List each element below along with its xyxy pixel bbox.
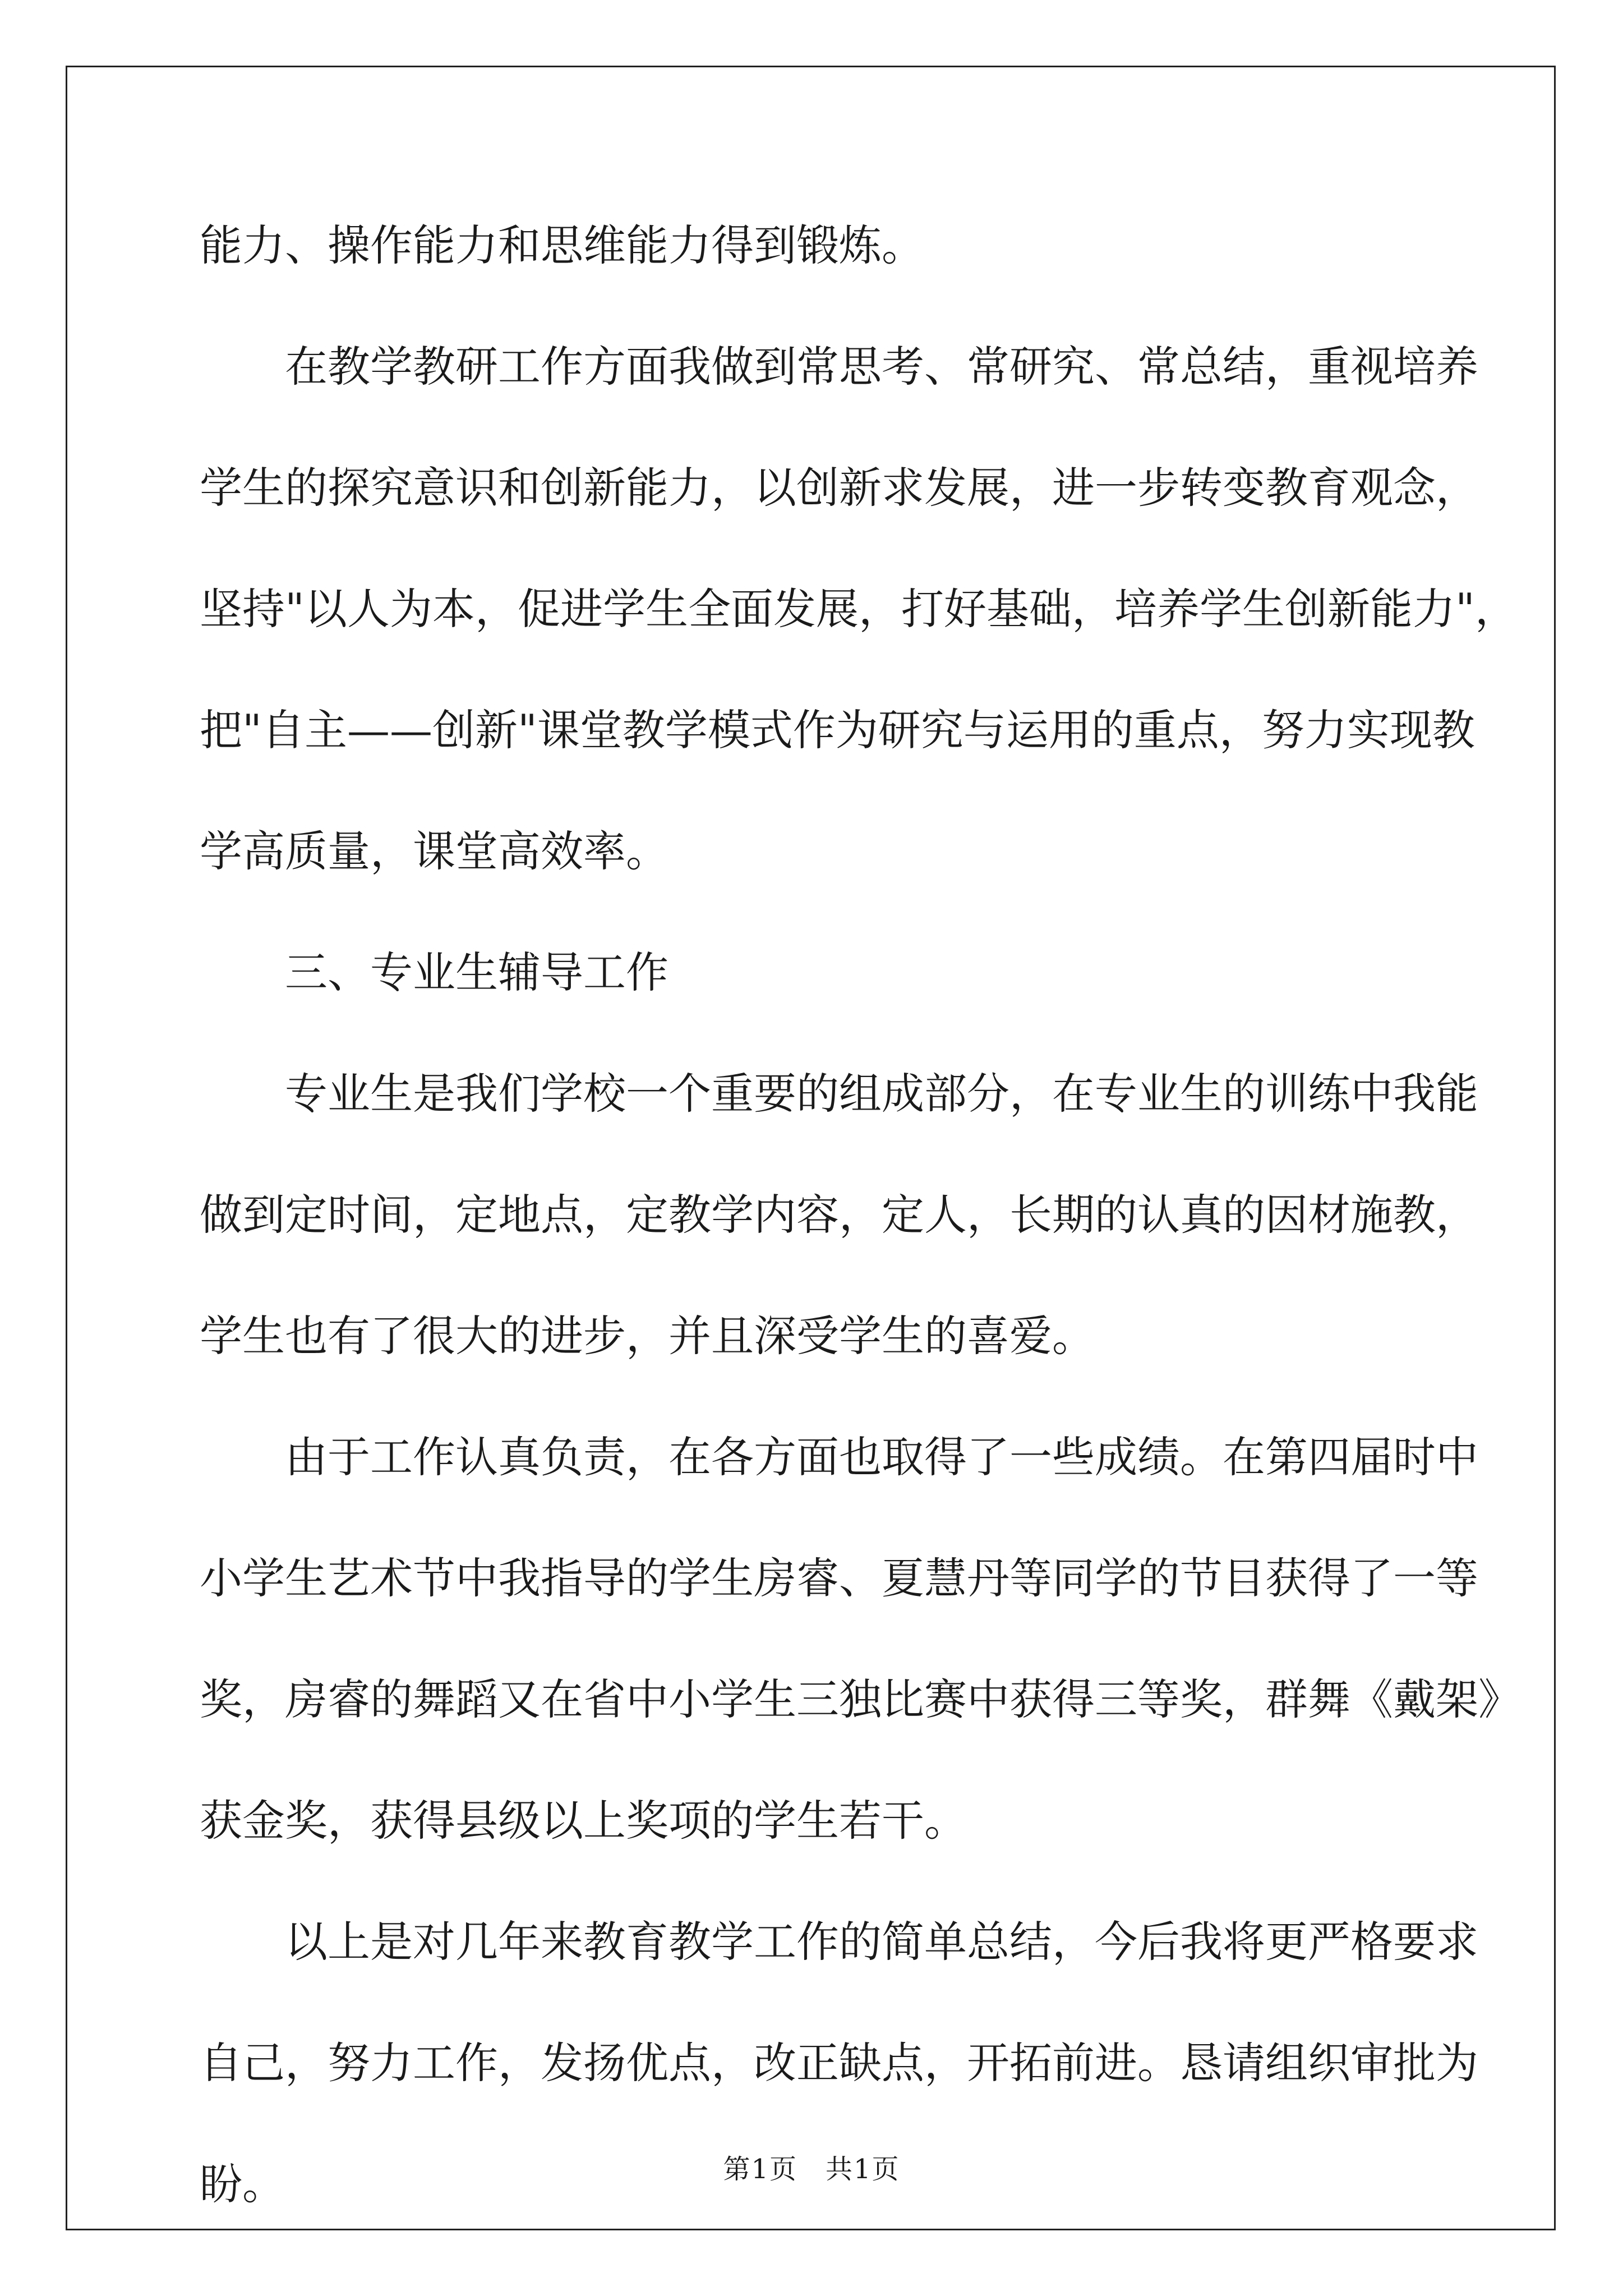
text-line: 能力、操作能力和思维能力得到锻炼。 <box>200 220 924 270</box>
text-line: 做到定时间，定地点，定教学内容，定人，长期的认真的因材施教， <box>200 1190 1478 1240</box>
page-number-footer: 第1页 共1页 <box>723 2154 900 2185</box>
paragraph-start-line: 由于工作认真负责，在各方面也取得了一些成绩。在第四届时中 <box>285 1432 1478 1482</box>
text-line: 学高质量，课堂高效率。 <box>200 826 668 876</box>
document-body <box>200 185 1521 2245</box>
text-line: 盼。 <box>200 2159 285 2209</box>
text-line: 坚持"以人为本，促进学生全面发展，打好基础，培养学生创新能力"， <box>200 584 1518 634</box>
text-line: 小学生艺术节中我指导的学生房睿、夏慧丹等同学的节目获得了一等 <box>200 1553 1478 1603</box>
text-line: 奖，房睿的舞蹈又在省中小学生三独比赛中获得三等奖，群舞《戴架》 <box>200 1674 1521 1724</box>
text-line: 学生也有了很大的进步，并且深受学生的喜爱。 <box>200 1311 1095 1361</box>
paragraph-start-line: 专业生是我们学校一个重要的组成部分，在专业生的训练中我能 <box>285 1069 1478 1119</box>
text-line: 学生的探究意识和创新能力，以创新求发展，进一步转变教育观念， <box>200 463 1478 513</box>
text-line: 自己，努力工作，发扬优点，改正缺点，开拓前进。恳请组织审批为 <box>200 2038 1478 2088</box>
paragraph-start-line: 在教学教研工作方面我做到常思考、常研究、常总结，重视培养 <box>285 342 1478 392</box>
text-line: 把"自主——创新"课堂教学模式作为研究与运用的重点，努力实现教 <box>200 705 1475 755</box>
paragraph-start-line: 以上是对几年来教育教学工作的简单总结，今后我将更严格要求 <box>285 1917 1478 1967</box>
section-heading: 三、专业生辅导工作 <box>285 947 668 997</box>
text-line: 获金奖，获得县级以上奖项的学生若干。 <box>200 1796 967 1846</box>
